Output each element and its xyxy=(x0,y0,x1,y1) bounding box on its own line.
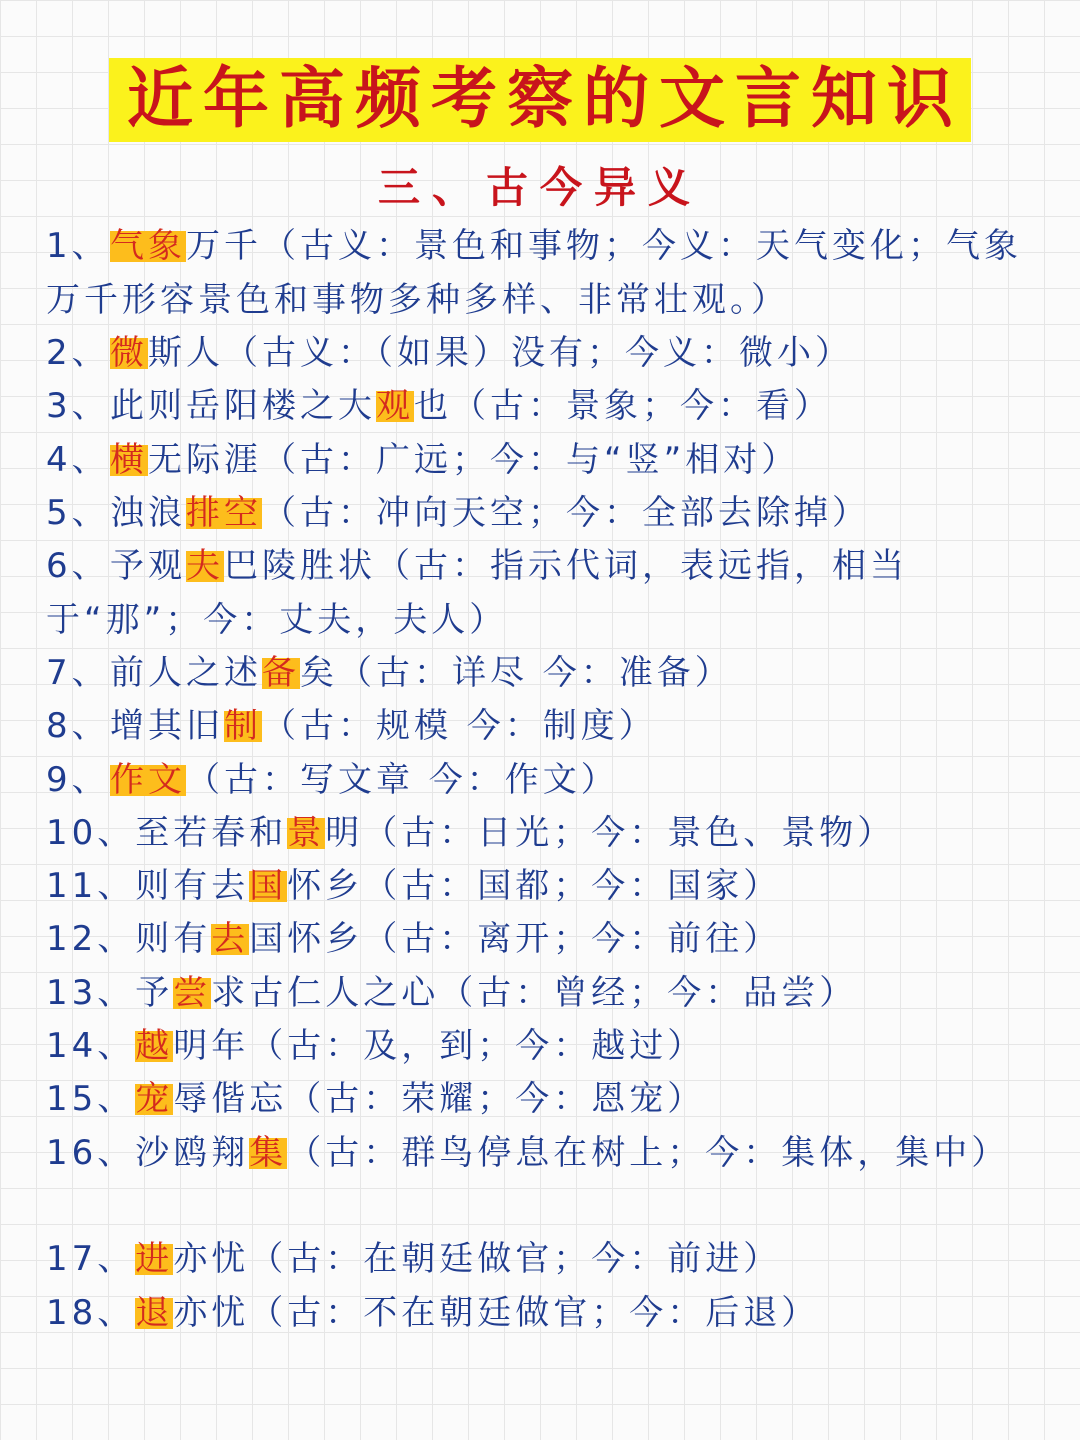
highlighted-word: 作文 xyxy=(110,760,186,800)
item-number: 8、 xyxy=(46,706,110,746)
item-number: 9、 xyxy=(46,760,110,800)
highlighted-word: 去 xyxy=(211,919,250,959)
gloss-text: （古：在朝廷做官；今：前进） xyxy=(249,1239,782,1279)
highlighted-word: 退 xyxy=(135,1293,174,1333)
item-number: 14、 xyxy=(46,1026,136,1066)
list-item xyxy=(46,1020,1056,1074)
item-number: 13、 xyxy=(46,973,136,1013)
item-number: 4、 xyxy=(46,440,110,480)
list-item xyxy=(46,487,1056,541)
phrase-text: 明 xyxy=(325,813,364,853)
item-number: 7、 xyxy=(46,653,110,693)
list-item xyxy=(46,327,1056,381)
list-item xyxy=(46,700,1056,754)
phrase-text: 至若春和 xyxy=(135,813,288,853)
phrase-text: 巴陵胜状 xyxy=(224,546,376,586)
item-number: 17、 xyxy=(46,1239,136,1279)
gloss-text: （古：指示代词，表远指，相当于“那”；今：丈夫，夫人） xyxy=(46,546,908,640)
highlighted-word: 国 xyxy=(249,866,288,906)
gloss-text: （古：冲向天空；今：全部去除掉） xyxy=(262,493,870,533)
phrase-text: 斯人 xyxy=(148,333,224,373)
list-item xyxy=(46,807,1056,861)
highlighted-word: 宠 xyxy=(135,1079,174,1119)
item-number: 2、 xyxy=(46,333,110,373)
title-banner xyxy=(0,58,1080,142)
phrase-text: 则有去 xyxy=(135,866,250,906)
list-item xyxy=(46,434,1056,488)
item-number: 16、 xyxy=(46,1133,136,1173)
item-number: 12、 xyxy=(46,919,136,959)
highlighted-word: 进 xyxy=(135,1239,174,1279)
phrase-text: 则有 xyxy=(135,919,212,959)
list-item xyxy=(46,540,1056,647)
gloss-text: （古：景象；今：看） xyxy=(452,386,832,426)
gloss-text: （古：写文章 今：作文） xyxy=(186,760,619,800)
section-heading: 三、古今异义 xyxy=(377,163,702,212)
gloss-text: （古：国都；今：国家） xyxy=(363,866,782,906)
phrase-text: 予观 xyxy=(110,546,186,586)
gloss-text: （古：日光；今：景色、景物） xyxy=(363,813,896,853)
phrase-text: 前人之述 xyxy=(110,653,262,693)
item-number: 15、 xyxy=(46,1079,136,1119)
gloss-text: （古：详尽 今：准备） xyxy=(338,653,733,693)
item-number: 11、 xyxy=(46,866,136,906)
highlighted-word: 备 xyxy=(262,653,300,693)
list-item xyxy=(46,647,1056,701)
item-number: 6、 xyxy=(46,546,110,586)
highlighted-word: 微 xyxy=(110,333,148,373)
list-item xyxy=(46,1073,1056,1127)
gloss-text: （古：及，到；今：越过） xyxy=(249,1026,706,1066)
phrase-text: 国怀乡 xyxy=(249,919,364,959)
highlighted-word: 越 xyxy=(135,1026,174,1066)
gloss-text: （古：曾经；今：品尝） xyxy=(439,973,858,1013)
phrase-text: 矣 xyxy=(300,653,338,693)
highlighted-word: 集 xyxy=(249,1133,288,1173)
item-number: 18、 xyxy=(46,1293,136,1333)
gloss-text: （古义：景色和事物；今义：天气变化；气象万千形容景色和事物多种多样、非常壮观。） xyxy=(46,226,1022,320)
highlighted-word: 夫 xyxy=(186,546,224,586)
item-number: 1、 xyxy=(46,226,110,266)
highlighted-word: 气象 xyxy=(110,226,186,266)
list-item xyxy=(46,220,1056,327)
phrase-text: 亦忧 xyxy=(173,1239,250,1279)
phrase-text: 求古仁人之心 xyxy=(211,973,440,1013)
gloss-text: （古：不在朝廷做官；今：后退） xyxy=(249,1293,820,1333)
page-title: 近年高频考察的文言知识 xyxy=(109,58,971,142)
highlighted-word: 制 xyxy=(224,706,262,746)
phrase-text: 无际涯 xyxy=(148,440,262,480)
highlighted-word: 排空 xyxy=(186,493,262,533)
phrase-text: 浊浪 xyxy=(110,493,186,533)
phrase-text: 增其旧 xyxy=(110,706,224,746)
phrase-text: 辱偕忘 xyxy=(173,1079,288,1119)
phrase-text: 也 xyxy=(414,386,452,426)
phrase-text: 怀乡 xyxy=(287,866,364,906)
gloss-text: （古：规模 今：制度） xyxy=(262,706,657,746)
item-number: 10、 xyxy=(46,813,136,853)
phrase-text: 万千 xyxy=(186,226,262,266)
list-item xyxy=(46,754,1056,808)
phrase-text: 此则岳阳楼之大 xyxy=(110,386,376,426)
highlighted-word: 观 xyxy=(376,386,414,426)
list-item xyxy=(46,913,1056,967)
list-item xyxy=(46,1127,1056,1181)
highlighted-word: 横 xyxy=(110,440,148,480)
list-item xyxy=(46,380,1056,434)
gloss-text: （古：荣耀；今：恩宠） xyxy=(287,1079,706,1119)
list-item xyxy=(46,1287,1056,1341)
phrase-text: 沙鸥翔 xyxy=(135,1133,250,1173)
gloss-text: （古义：（如果）没有；今义：微小） xyxy=(224,333,853,373)
item-number: 3、 xyxy=(46,386,110,426)
gloss-text: （古：群鸟停息在树上；今：集体，集中） xyxy=(287,1133,1010,1173)
highlighted-word: 景 xyxy=(287,813,326,853)
list-item xyxy=(46,967,1056,1021)
gloss-text: （古：离开；今：前往） xyxy=(363,919,782,959)
list-item xyxy=(46,1233,1056,1287)
highlighted-word: 尝 xyxy=(173,973,212,1013)
phrase-text: 予 xyxy=(135,973,174,1013)
gloss-text: （古：广远；今：与“竖”相对） xyxy=(262,440,800,480)
list-item xyxy=(46,860,1056,914)
phrase-text: 明年 xyxy=(173,1026,250,1066)
phrase-text: 亦忧 xyxy=(173,1293,250,1333)
item-number: 5、 xyxy=(46,493,110,533)
